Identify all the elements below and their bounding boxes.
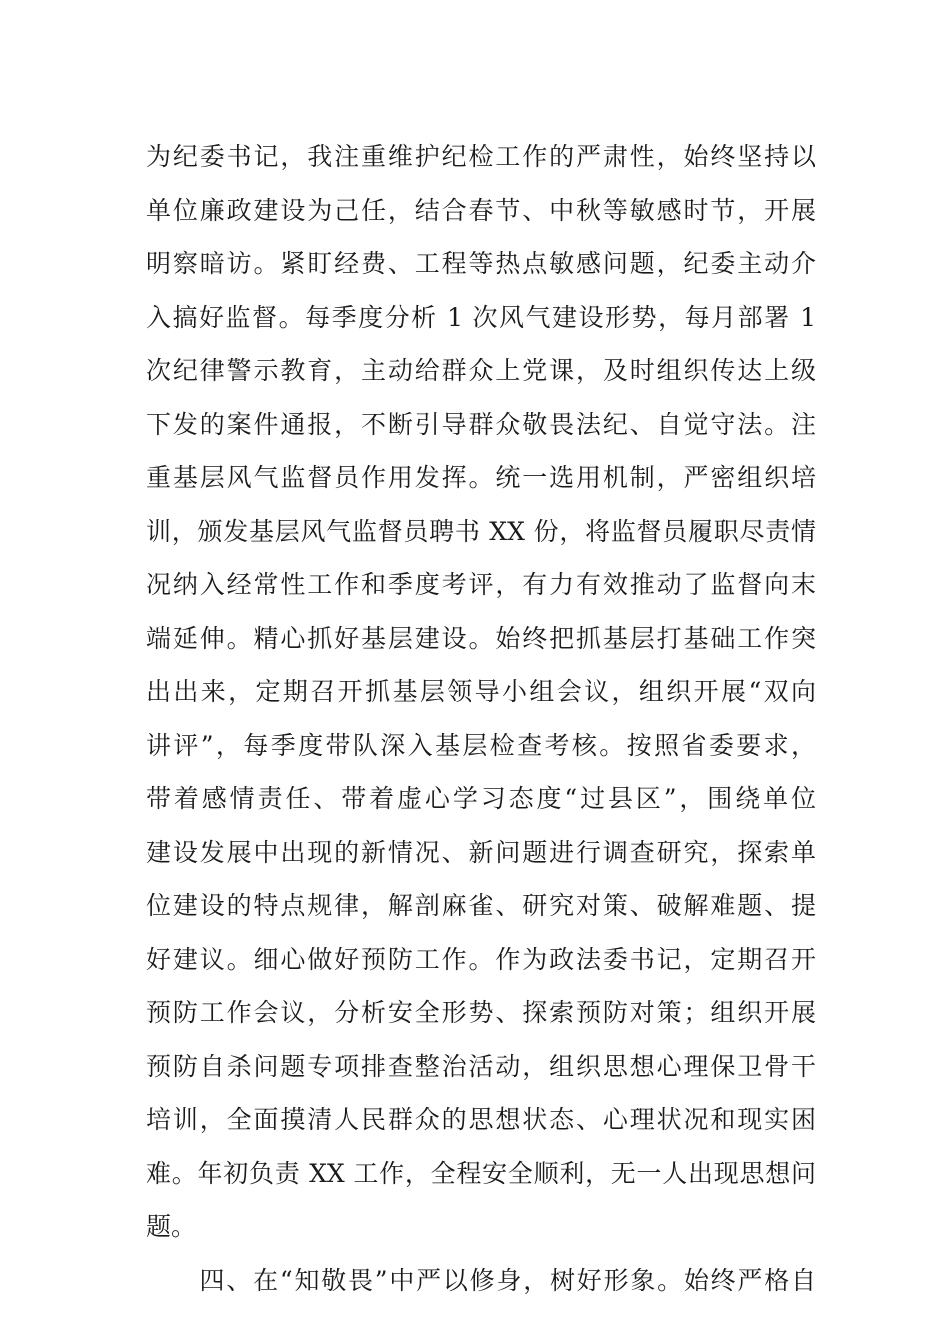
text-line-3: 明察暗访。紧盯经费、工程等热点敏感问题，纪委主动介: [146, 249, 816, 278]
body-text: [146, 130, 816, 1307]
text-line-4: 入搞好监督。每季度分析 1 次风气建设形势，每月部署 1: [146, 302, 816, 332]
text-line-20: 难。年初负责 XX 工作，全程安全顺利，无一人出现思想问: [146, 1158, 816, 1188]
text-line-13: 带着感情责任、带着虚心学习态度“过县区”，围绕单位: [146, 784, 816, 813]
text-line-17: 预防工作会议，分析安全形势、探索预防对策；组织开展: [146, 998, 816, 1027]
text-line-11: 出出来，定期召开抓基层领导小组会议，组织开展“双向: [146, 677, 816, 706]
text-line-21: 题。: [146, 1212, 197, 1241]
text-line-5: 次纪律警示教育，主动给群众上党课，及时组织传达上级: [146, 356, 816, 385]
text-line-6: 下发的案件通报，不断引导群众敬畏法纪、自觉守法。注: [146, 409, 816, 439]
text-line-8: 训，颁发基层风气监督员聘书 XX 份，将监督员履职尽责情: [146, 516, 816, 546]
text-line-7: 重基层风气监督员作用发挥。统一选用机制，严密组织培: [146, 463, 816, 492]
text-line-15: 位建设的特点规律，解剖麻雀、研究对策、破解难题、提: [146, 891, 816, 920]
text-line-10: 端延伸。精心抓好基层建设。始终把抓基层打基础工作突: [146, 623, 816, 653]
text-line-12: 讲评”，每季度带队深入基层检查考核。按照省委要求，: [146, 730, 816, 760]
text-line-2: 单位廉政建设为己任，结合春节、中秋等敏感时节，开展: [146, 195, 816, 225]
text-line-9: 况纳入经常性工作和季度考评，有力有效推动了监督向末: [146, 570, 816, 599]
text-line-18: 预防自杀问题专项排查整治活动，组织思想心理保卫骨干: [146, 1051, 816, 1081]
text-line-19: 培训，全面摸清人民群众的思想状态、心理状况和现实困: [146, 1105, 816, 1134]
section-heading-line: 四、在“知敬畏”中严以修身，树好形象。始终严格自: [146, 1265, 816, 1295]
text-line-14: 建设发展中出现的新情况、新问题进行调查研究，探索单: [146, 837, 816, 867]
text-line-1: 为纪委书记，我注重维护纪检工作的严肃性，始终坚持以: [146, 142, 816, 171]
text-line-16: 好建议。细心做好预防工作。作为政法委书记，定期召开: [146, 944, 816, 974]
